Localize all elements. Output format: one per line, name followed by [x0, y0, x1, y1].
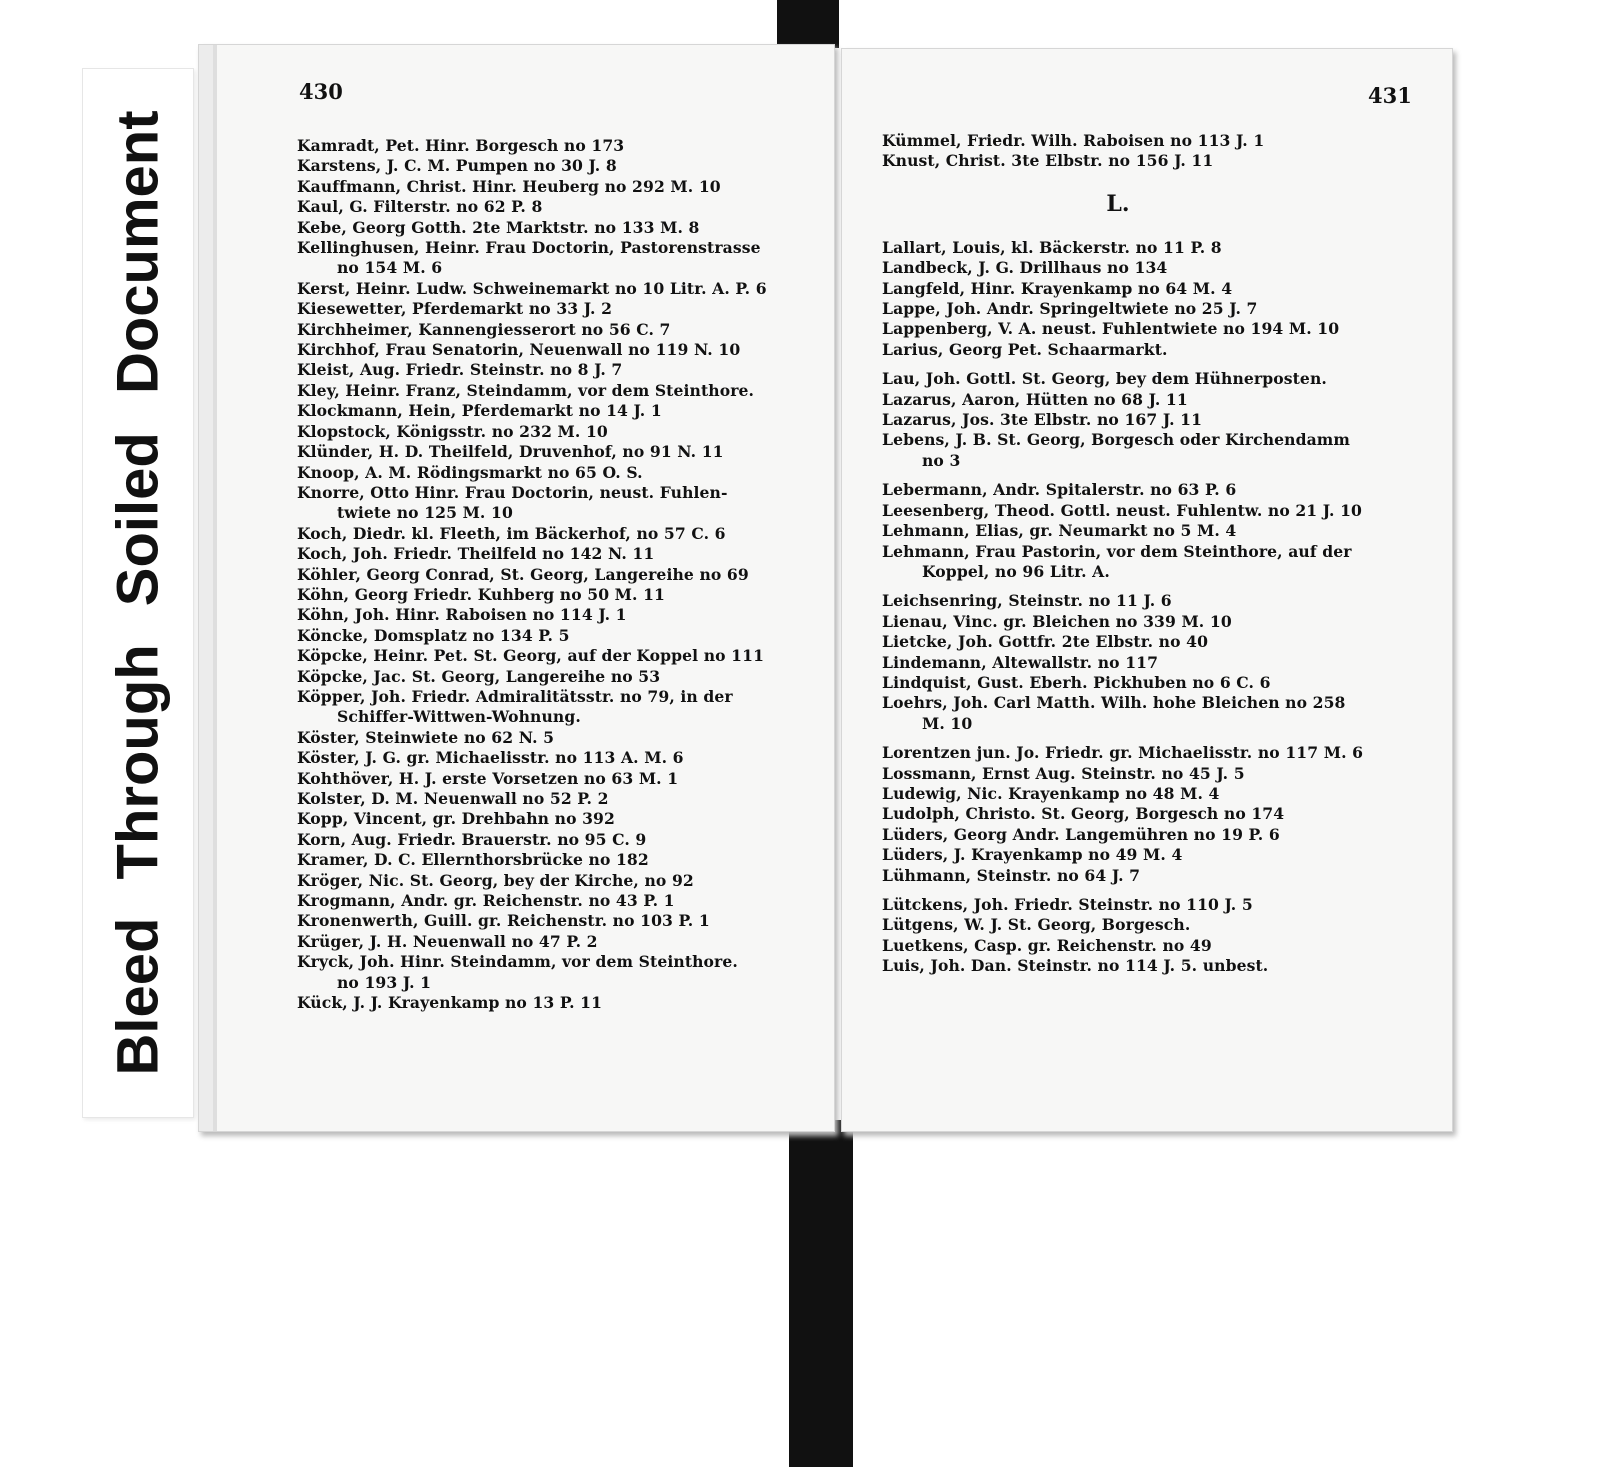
- directory-entry: [882, 845, 1414, 865]
- entry-text: Köhn, Joh. Hinr. Raboisen no 114 J. 1: [297, 605, 627, 625]
- directory-entry: [882, 693, 1414, 734]
- condition-label: [82, 68, 194, 1118]
- entry-continuation: M. 10: [922, 713, 973, 733]
- directory-entry: [297, 442, 817, 462]
- entry-text: Koch, Diedr. kl. Fleeth, im Bäckerhof, no 57 C. 6: [297, 523, 726, 543]
- directory-entry: [882, 151, 1414, 171]
- directory-entry: [297, 769, 817, 789]
- directory-entry: [297, 728, 817, 748]
- directory-entry: [882, 279, 1414, 299]
- page-number: 431: [1368, 83, 1412, 108]
- entry-text: Kamradt, Pet. Hinr. Borgesch no 173: [297, 136, 625, 155]
- directory-entry: [882, 238, 1414, 258]
- entry-text: Klockmann, Hein, Pferdemarkt no 14 J. 1: [297, 401, 662, 421]
- directory-entry: [882, 480, 1414, 500]
- entry-text: Köhler, Georg Conrad, St. Georg, Langereihe no 69: [297, 564, 749, 584]
- directory-entry: [297, 687, 817, 728]
- entry-text: Klopstock, Königsstr. no 232 M. 10: [297, 421, 608, 441]
- directory-entry: [297, 381, 817, 401]
- directory-entry: [882, 319, 1414, 339]
- entry-text: Lühmann, Steinstr. no 64 J. 7: [882, 865, 1141, 885]
- left-page: [198, 44, 835, 1132]
- entry-text: Luetkens, Casp. gr. Reichenstr. no 49: [882, 935, 1212, 955]
- directory-entry: [297, 932, 817, 952]
- entry-text: Köhn, Georg Friedr. Kuhberg no 50 M. 11: [297, 584, 666, 604]
- entry-text: Krüger, J. H. Neuenwall no 47 P. 2: [297, 931, 598, 951]
- directory-entry: [882, 866, 1414, 886]
- directory-entry: [882, 591, 1414, 611]
- directory-entry: [297, 809, 817, 829]
- entry-text: Lüders, Georg Andr. Langemühren no 19 P. 6: [882, 824, 1280, 844]
- entry-text: Kröger, Nic. St. Georg, bey der Kirche, no 92: [297, 870, 694, 890]
- entry-text: Lehmann, Frau Pastorin, vor dem Steinthore, auf der: [882, 541, 1352, 561]
- entry-text: Kück, J. J. Krayenkamp no 13 P. 11: [297, 993, 603, 1013]
- directory-entry: [297, 279, 817, 299]
- entry-text: Kauffmann, Christ. Hinr. Heuberg no 292 M. 10: [297, 176, 721, 196]
- directory-entry: [297, 156, 817, 176]
- directory-entry: [882, 936, 1414, 956]
- directory-entry: [882, 501, 1414, 521]
- entry-text: Leesenberg, Theod. Gottl. neust. Fuhlentw. no 21 J. 10: [882, 500, 1363, 520]
- directory-entry: [297, 340, 817, 360]
- directory-entry: [297, 667, 817, 687]
- entry-text: Lienau, Vinc. gr. Bleichen no 339 M. 10: [882, 611, 1232, 631]
- directory-entry: [882, 340, 1414, 360]
- entry-continuation: no 193 J. 1: [337, 972, 432, 992]
- entry-text: Lorentzen jun. Jo. Friedr. gr. Michaelisstr. no 117 M. 6: [882, 743, 1364, 763]
- entry-text: Lindquist, Gust. Eberh. Pickhuben no 6 C. 6: [882, 672, 1271, 692]
- entry-text: Luis, Joh. Dan. Steinstr. no 114 J. 5. unbest.: [882, 956, 1269, 976]
- entry-text: Kramer, D. C. Ellernthorsbrücke no 182: [297, 850, 649, 870]
- directory-entry: [297, 626, 817, 646]
- right-page: [841, 48, 1453, 1132]
- entry-text: Kopp, Vincent, gr. Drehbahn no 392: [297, 809, 615, 829]
- entry-text: Karstens, J. C. M. Pumpen no 30 J. 8: [297, 156, 617, 176]
- directory-entry: [297, 748, 817, 768]
- entry-text: Kebe, Georg Gotth. 2te Marktstr. no 133 M. 8: [297, 217, 700, 237]
- directory-entry: [297, 891, 817, 911]
- directory-entry: [882, 521, 1414, 541]
- directory-entry: [882, 299, 1414, 319]
- entry-text: Köster, Steinwiete no 62 N. 5: [297, 727, 555, 747]
- entry-continuation: no 3: [922, 450, 961, 470]
- entry-text: Lappe, Joh. Andr. Springeltwiete no 25 J. 7: [882, 299, 1258, 319]
- directory-entry: [297, 646, 817, 666]
- directory-entry: [297, 850, 817, 870]
- directory-entry: [297, 605, 817, 625]
- directory-entry: [297, 238, 817, 279]
- directory-entry: [882, 390, 1414, 410]
- directory-entry: [297, 830, 817, 850]
- directory-entry: [882, 895, 1414, 915]
- entry-text: Kümmel, Friedr. Wilh. Raboisen no 113 J. 1: [882, 131, 1265, 150]
- directory-list: [297, 136, 817, 1013]
- directory-entry: [882, 632, 1414, 652]
- entry-text: Köpcke, Heinr. Pet. St. Georg, auf der Koppel no 111: [297, 646, 765, 666]
- entry-text: Lebermann, Andr. Spitalerstr. no 63 P. 6: [882, 480, 1237, 500]
- entry-text: Lütgens, W. J. St. Georg, Borgesch.: [882, 915, 1191, 935]
- directory-entry: [882, 612, 1414, 632]
- entry-text: Kleist, Aug. Friedr. Steinstr. no 8 J. 7: [297, 360, 623, 380]
- entry-continuation: no 154 M. 6: [337, 258, 443, 278]
- scanner-clip-top: [777, 0, 839, 48]
- entry-continuation: Schiffer-Wittwen-Wohnung.: [337, 707, 581, 727]
- entry-text: Langfeld, Hinr. Krayenkamp no 64 M. 4: [882, 278, 1233, 298]
- directory-entry: [297, 360, 817, 380]
- directory-entry: [882, 369, 1414, 389]
- directory-entry: [882, 673, 1414, 693]
- directory-entry: [297, 422, 817, 442]
- entry-text: Lindemann, Altewallstr. no 117: [882, 652, 1159, 672]
- directory-entry: [297, 789, 817, 809]
- entry-text: Knoop, A. M. Rödingsmarkt no 65 O. S.: [297, 462, 643, 482]
- entry-text: Knust, Christ. 3te Elbstr. no 156 J. 11: [882, 151, 1214, 171]
- entry-text: Kellinghusen, Heinr. Frau Doctorin, Pastorenstrasse: [297, 238, 761, 258]
- entry-text: Kryck, Joh. Hinr. Steindamm, vor dem Steinthore.: [297, 952, 738, 972]
- entry-text: Kiesewetter, Pferdemarkt no 33 J. 2: [297, 299, 613, 319]
- directory-entry: [882, 956, 1414, 976]
- directory-entry: [297, 565, 817, 585]
- directory-entry: [882, 542, 1414, 583]
- entry-text: Lüders, J. Krayenkamp no 49 M. 4: [882, 845, 1183, 865]
- directory-entry: [297, 524, 817, 544]
- entry-text: Köpcke, Jac. St. Georg, Langereihe no 53: [297, 666, 661, 686]
- entry-continuation: twiete no 125 M. 10: [337, 503, 513, 523]
- entry-text: Koch, Joh. Friedr. Theilfeld no 142 N. 11: [297, 544, 655, 564]
- directory-entry: [297, 993, 817, 1013]
- entry-text: Lazarus, Aaron, Hütten no 68 J. 11: [882, 389, 1188, 409]
- entry-text: Kronenwerth, Guill. gr. Reichenstr. no 103 P. 1: [297, 911, 710, 931]
- directory-entry: [882, 653, 1414, 673]
- entry-text: Kirchheimer, Kannengiesserort no 56 C. 7: [297, 319, 671, 339]
- directory-entry: [297, 197, 817, 217]
- entry-text: Kohthöver, H. J. erste Vorsetzen no 63 M. 1: [297, 768, 679, 788]
- directory-entry: [297, 952, 817, 993]
- directory-entry: [297, 911, 817, 931]
- directory-entry: [297, 218, 817, 238]
- entry-text: Lau, Joh. Gottl. St. Georg, bey dem Hühnerposten.: [882, 369, 1327, 389]
- entry-text: Larius, Georg Pet. Schaarmarkt.: [882, 339, 1168, 359]
- entry-text: Lehmann, Elias, gr. Neumarkt no 5 M. 4: [882, 521, 1237, 541]
- entry-text: Loehrs, Joh. Carl Matth. Wilh. hohe Bleichen no 258: [882, 693, 1346, 713]
- entry-text: Lallart, Louis, kl. Bäckerstr. no 11 P. 8: [882, 237, 1222, 257]
- entry-text: Kaul, G. Filterstr. no 62 P. 8: [297, 197, 543, 217]
- entry-text: Knorre, Otto Hinr. Frau Doctorin, neust. Fuhlen-: [297, 482, 728, 502]
- directory-entry: [882, 743, 1414, 763]
- entry-text: Köncke, Domsplatz no 134 P. 5: [297, 625, 570, 645]
- entry-text: Lebens, J. B. St. Georg, Borgesch oder Kirchendamm: [882, 430, 1351, 450]
- entry-text: Korn, Aug. Friedr. Brauerstr. no 95 C. 9: [297, 829, 647, 849]
- entry-text: Köpper, Joh. Friedr. Admiralitätsstr. no 79, in der: [297, 686, 733, 706]
- directory-entry: [882, 784, 1414, 804]
- entry-text: Lappenberg, V. A. neust. Fuhlentwiete no 194 M. 10: [882, 319, 1340, 339]
- directory-list: [882, 131, 1414, 977]
- directory-entry: [882, 804, 1414, 824]
- directory-entry: [297, 585, 817, 605]
- entry-text: Lossmann, Ernst Aug. Steinstr. no 45 J. 5: [882, 763, 1245, 783]
- entry-text: Klünder, H. D. Theilfeld, Druvenhof, no 91 N. 11: [297, 442, 724, 462]
- condition-label-text: Bleed Through Soiled Document: [105, 110, 171, 1076]
- page-number: 430: [299, 79, 343, 104]
- entry-continuation: Koppel, no 96 Litr. A.: [922, 561, 1110, 581]
- entry-text: Kolster, D. M. Neuenwall no 52 P. 2: [297, 789, 609, 808]
- entry-text: Kirchhof, Frau Senatorin, Neuenwall no 119 N. 10: [297, 340, 741, 360]
- directory-entry: [297, 136, 817, 156]
- entry-text: Ludolph, Christo. St. Georg, Borgesch no 174: [882, 804, 1285, 824]
- entry-text: Lazarus, Jos. 3te Elbstr. no 167 J. 11: [882, 410, 1203, 430]
- directory-entry: [297, 871, 817, 891]
- entry-text: Köster, J. G. gr. Michaelisstr. no 113 A. M. 6: [297, 748, 684, 768]
- section-letter: L.: [1106, 190, 1130, 217]
- directory-entry: [297, 299, 817, 319]
- directory-entry: [297, 463, 817, 483]
- scanner-clip-bottom: [789, 1120, 853, 1467]
- directory-entry: [297, 483, 817, 524]
- directory-entry: [297, 544, 817, 564]
- entry-text: Kley, Heinr. Franz, Steindamm, vor dem Steinthore.: [297, 380, 755, 400]
- directory-entry: [882, 915, 1414, 935]
- entry-text: Krogmann, Andr. gr. Reichenstr. no 43 P. 1: [297, 891, 675, 911]
- entry-text: Kerst, Heinr. Ludw. Schweinemarkt no 10 Litr. A. P. 6: [297, 278, 767, 298]
- entry-text: Lietcke, Joh. Gottfr. 2te Elbstr. no 40: [882, 632, 1209, 652]
- directory-entry: [882, 764, 1414, 784]
- entry-text: Landbeck, J. G. Drillhaus no 134: [882, 258, 1168, 278]
- directory-entry: [297, 320, 817, 340]
- directory-entry: [297, 401, 817, 421]
- entry-text: Leichsenring, Steinstr. no 11 J. 6: [882, 591, 1172, 611]
- directory-entry: [882, 410, 1414, 430]
- entry-text: Lütckens, Joh. Friedr. Steinstr. no 110 J. 5: [882, 895, 1253, 914]
- directory-entry: [297, 177, 817, 197]
- directory-entry: [882, 825, 1414, 845]
- directory-entry: [882, 430, 1414, 471]
- directory-entry: [882, 131, 1414, 151]
- directory-entry: [882, 258, 1414, 278]
- entry-text: Ludewig, Nic. Krayenkamp no 48 M. 4: [882, 783, 1220, 803]
